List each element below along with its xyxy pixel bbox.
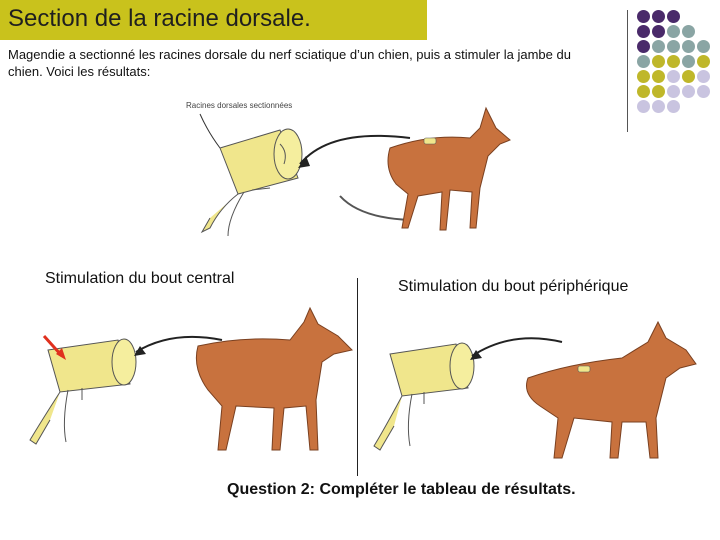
spinal-cord-drawing xyxy=(374,343,474,450)
dot xyxy=(637,85,650,98)
dot xyxy=(667,40,680,53)
page-title: Section de la racine dorsale. xyxy=(8,5,311,32)
question-text: Question 2: Compléter le tableau de résultats. xyxy=(227,481,576,498)
dot xyxy=(682,40,695,53)
corner-divider-line xyxy=(627,10,628,132)
center-divider xyxy=(357,278,358,476)
dot xyxy=(667,85,680,98)
peripheral-stimulation-illustration xyxy=(362,318,697,468)
dot xyxy=(652,100,665,113)
dot xyxy=(652,40,665,53)
dot xyxy=(697,85,710,98)
dot xyxy=(637,40,650,53)
intro-paragraph: Magendie a sectionné les racines dorsale du nerf sciatique d’un chien, puis a stimuler la jambe du chien. Voici les résultats: xyxy=(8,47,571,79)
dot xyxy=(652,55,665,68)
dot xyxy=(682,25,695,38)
top-figure-illustration xyxy=(180,108,470,258)
dot xyxy=(652,70,665,83)
dot xyxy=(667,70,680,83)
top-figure-caption: Racines dorsales sectionnées xyxy=(186,101,293,110)
dot xyxy=(652,85,665,98)
dot xyxy=(652,10,665,23)
dot xyxy=(682,70,695,83)
dot xyxy=(652,25,665,38)
central-stimulation-illustration xyxy=(22,310,357,460)
dot xyxy=(637,100,650,113)
label-peripheral: Stimulation du bout périphérique xyxy=(398,278,629,295)
dot xyxy=(637,55,650,68)
dot xyxy=(637,25,650,38)
dot xyxy=(682,55,695,68)
dot xyxy=(667,10,680,23)
dot xyxy=(667,25,680,38)
spinal-cord-drawing xyxy=(202,129,302,236)
spinal-cord-drawing xyxy=(30,339,136,444)
dot xyxy=(637,10,650,23)
title-bar xyxy=(0,0,427,40)
dog-drawing xyxy=(388,108,510,230)
label-central: Stimulation du bout central xyxy=(45,270,235,287)
dot xyxy=(697,70,710,83)
dog-drawing xyxy=(527,322,697,458)
dot xyxy=(682,85,695,98)
dot xyxy=(697,40,710,53)
dot xyxy=(637,70,650,83)
dot xyxy=(667,100,680,113)
dot xyxy=(697,55,710,68)
dot xyxy=(667,55,680,68)
dog-drawing xyxy=(196,308,352,450)
